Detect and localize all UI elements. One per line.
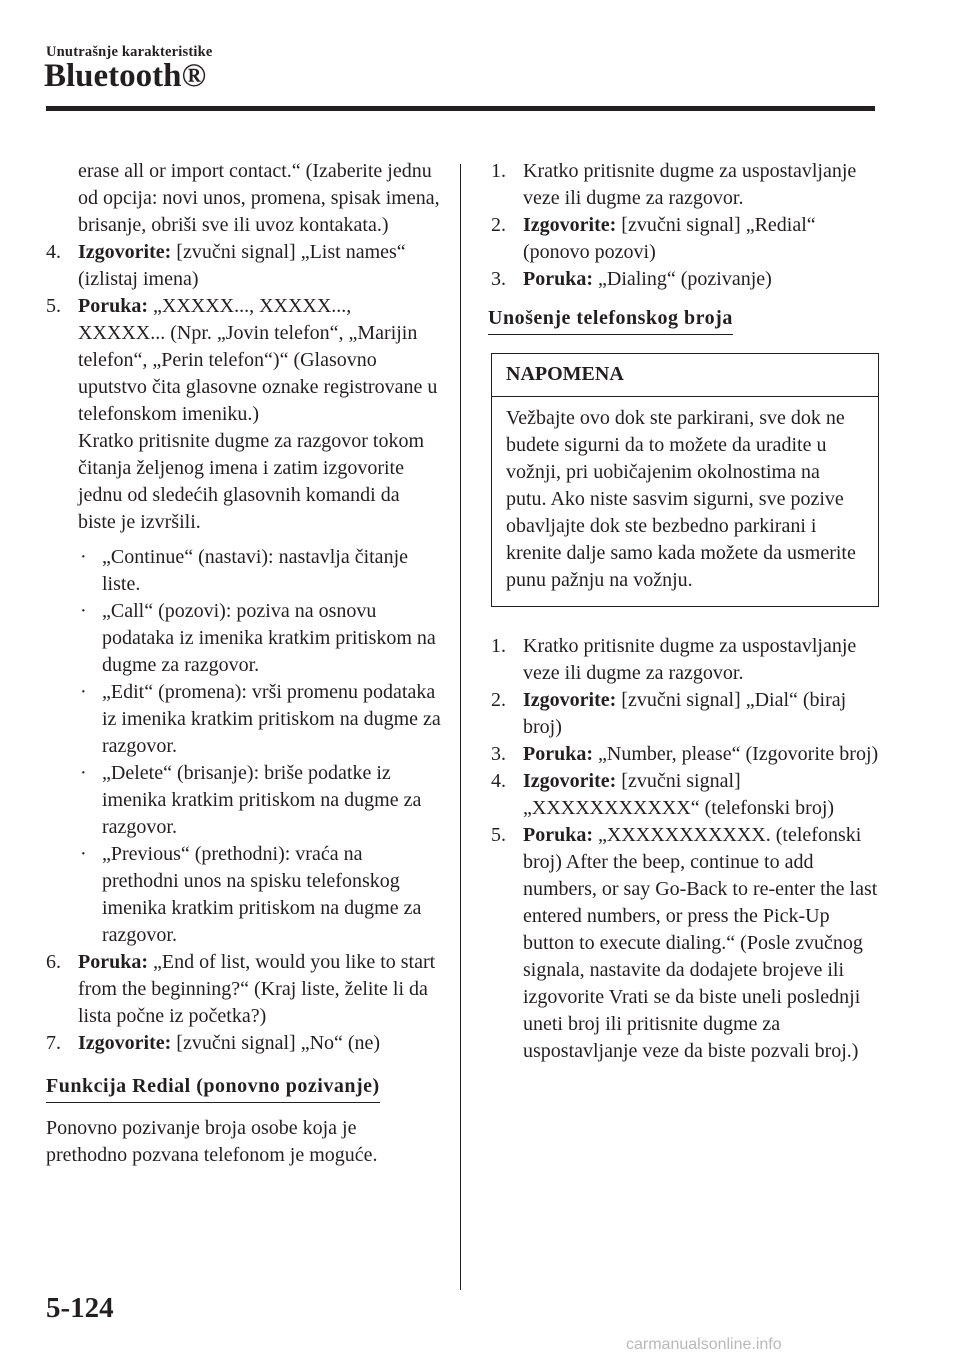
redial-step-2	[491, 212, 879, 266]
bullet-dot: ·	[80, 843, 87, 865]
note-title: NAPOMENA	[492, 354, 878, 397]
step-7	[46, 1030, 442, 1057]
dial-step-1	[491, 633, 879, 687]
list-item: · „Call“ (pozovi): poziva na osnovu podataka iz imenika kratkim pritiskom na dugme za razgovor.	[46, 598, 442, 679]
step-6	[46, 949, 442, 1030]
step-text: [zvučni signal] „Dial“ (biraj broj)	[523, 689, 847, 738]
bullet-dot: ·	[80, 762, 87, 784]
step-number: 4.	[46, 241, 61, 263]
step-label: Izgovorite:	[78, 241, 172, 263]
section-label: Unutrašnje karakteristike	[46, 44, 213, 60]
page-number: 5-124	[46, 1292, 114, 1324]
step-label: Izgovorite:	[78, 1032, 172, 1054]
redial-heading: Funkcija Redial (ponovno pozivanje)	[46, 1073, 380, 1103]
step-label: Izgovorite:	[523, 214, 617, 236]
left-column	[46, 158, 442, 1169]
step-text: [zvučni signal] „List names“ (izlistaj imena)	[78, 241, 406, 290]
redial-step-1	[491, 158, 879, 212]
step-4	[46, 239, 442, 293]
step-label: Poruka:	[78, 295, 148, 317]
dial-step-2	[491, 687, 879, 741]
command-list	[46, 544, 442, 949]
step-number: 7.	[46, 1032, 61, 1054]
right-column	[488, 158, 879, 1065]
step-5-extra: Kratko pritisnite dugme za razgovor tokom čitanja željenog imena i zatim izgovorite jednu od sledećih glasovnih komandi da biste je izvršili.	[78, 430, 425, 533]
bullet-dot: ·	[80, 681, 87, 703]
step-number: 6.	[46, 951, 61, 973]
bullet-dot: ·	[80, 546, 87, 568]
step-text: „End of list, would you like to start from the beginning?“ (Kraj liste, želite li da lista počne iz početka?)	[78, 951, 436, 1027]
step-text: „Number, please“ (Izgovorite broj)	[593, 743, 879, 765]
watermark: carmanualsonline.info	[626, 1336, 782, 1353]
page-title: Bluetooth®	[44, 58, 207, 94]
step-text: [zvučni signal] „No“ (ne)	[171, 1032, 381, 1054]
list-item: · „Edit“ (promena): vrši promenu podataka iz imenika kratkim pritiskom na dugme za razgovor.	[46, 679, 442, 760]
step-label: Poruka:	[78, 951, 148, 973]
step-number: 5.	[491, 824, 506, 846]
dial-step-3	[491, 741, 879, 768]
step-number: 2.	[491, 214, 506, 236]
step-text: „XXXXXXXXXXX. (telefonski broj) After the beep, continue to add numbers, or say Go-Back to re-enter the last entered numbers, or press the Pick-Up button to execute dialing.“ (Posle zvučnog signala, nastavite da dodajete brojeve ili izgovorite Vrati se da biste uneli poslednji uneti broj ili pritisnite dugme za uspostavljanje veze da biste pozvali broj.)	[523, 824, 878, 1062]
step-5	[46, 293, 442, 428]
step-label: Izgovorite:	[523, 689, 617, 711]
bullet-dot: ·	[80, 600, 87, 622]
dial-step-4	[491, 768, 879, 822]
step-number: 3.	[491, 268, 506, 290]
column-divider	[460, 164, 461, 1290]
step-label: Poruka:	[523, 268, 593, 290]
step-label: Poruka:	[523, 824, 593, 846]
dial-steps	[491, 633, 879, 1065]
continued-text: erase all or import contact.“ (Izaberite jednu od opcija: novi unos, promena, spisak imena, brisanje, obriši sve ili uvoz kontakata.)	[78, 160, 440, 236]
step-text: Kratko pritisnite dugme za uspostavljanje veze ili dugme za razgovor.	[523, 635, 857, 684]
step-number: 2.	[491, 689, 506, 711]
phone-number-heading: Unošenje telefonskog broja	[488, 305, 733, 335]
step-text: „XXXXX..., XXXXX..., XXXXX... (Npr. „Jovin telefon“, „Marijin telefon“, „Perin telefon“)“ (Glasovno uputstvo čita glasovne oznake registrovane u telefonskom imeniku.)	[78, 295, 438, 425]
step-number: 4.	[491, 770, 506, 792]
step-text: [zvučni signal] „Redial“ (ponovo pozovi)	[523, 214, 816, 263]
list-item: · „Continue“ (nastavi): nastavlja čitanje liste.	[46, 544, 442, 598]
redial-step-3	[491, 266, 879, 293]
header-rule	[46, 106, 875, 111]
step-number: 5.	[46, 295, 61, 317]
redial-paragraph: Ponovno pozivanje broja osobe koja je prethodno pozvana telefonom je moguće.	[46, 1117, 378, 1166]
step-text: [zvučni signal] „XXXXXXXXXXX“ (telefonski broj)	[523, 770, 835, 819]
step-number: 1.	[491, 635, 506, 657]
dial-step-5	[491, 822, 879, 1065]
step-text: „Dialing“ (pozivanje)	[593, 268, 772, 290]
note-body: Vežbajte ovo dok ste parkirani, sve dok ne budete sigurni da to možete da uradite u vožnji, pri uobičajenim okolnostima na putu. Ako niste sasvim sigurni, sve pozive obavljajte dok ste bezbedno parkirani i krenite dalje samo kada možete da usmerite punu pažnju na vožnju.	[506, 407, 856, 591]
step-text: Kratko pritisnite dugme za uspostavljanje veze ili dugme za razgovor.	[523, 160, 857, 209]
step-number: 1.	[491, 160, 506, 182]
step-label: Poruka:	[523, 743, 593, 765]
note-box	[491, 353, 879, 607]
list-item: · „Previous“ (prethodni): vraća na prethodni unos na spisku telefonskog imenika kratkim pritiskom na dugme za razgovor.	[46, 841, 442, 949]
step-number: 3.	[491, 743, 506, 765]
list-item: · „Delete“ (brisanje): briše podatke iz imenika kratkim pritiskom na dugme za razgovor.	[46, 760, 442, 841]
step-label: Izgovorite:	[523, 770, 617, 792]
